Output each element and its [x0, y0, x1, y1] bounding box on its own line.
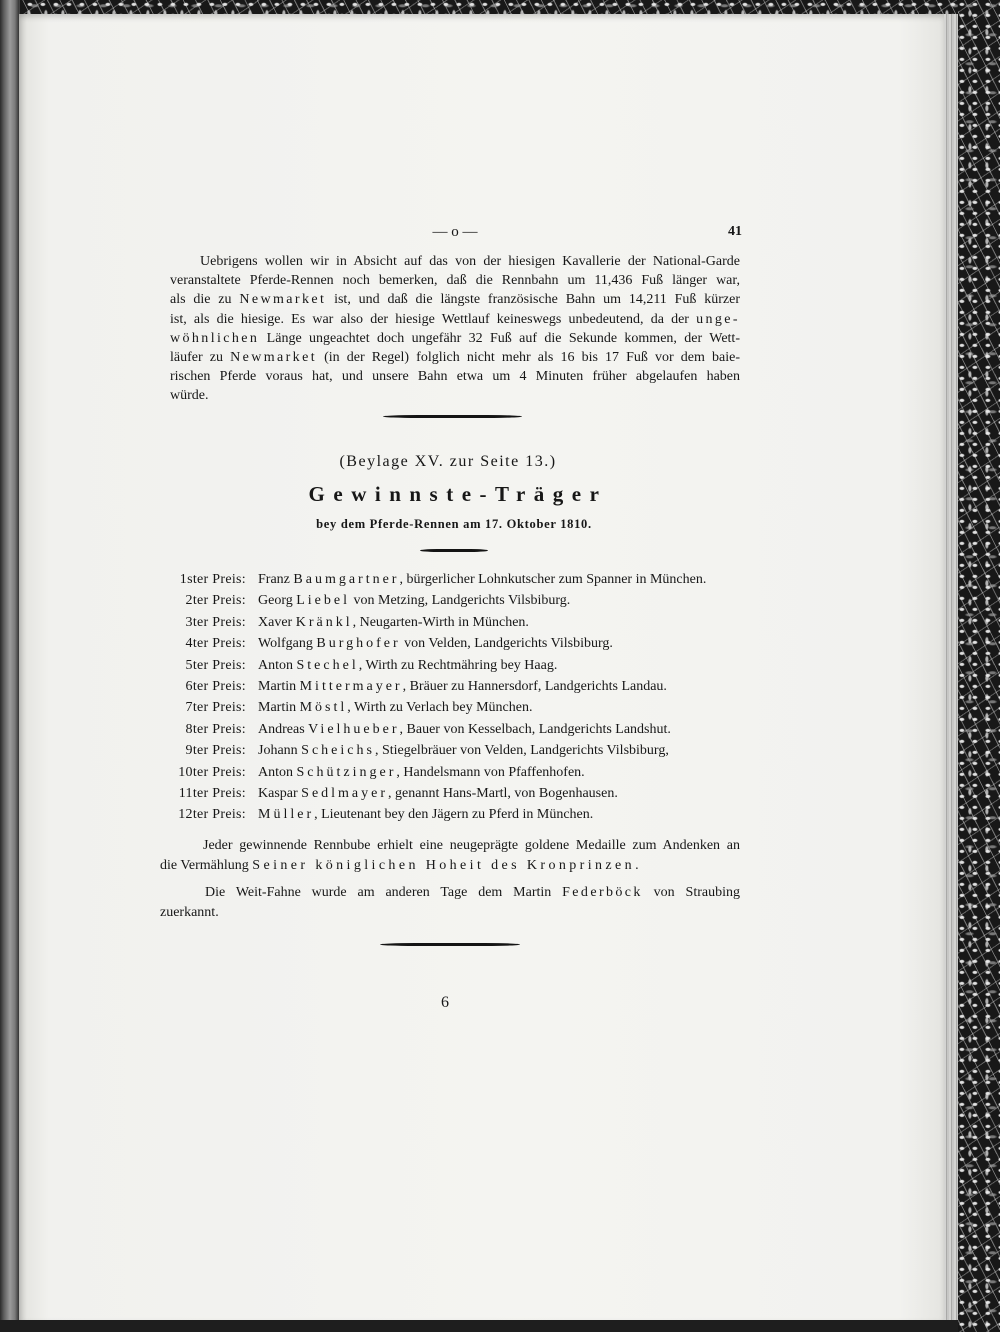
prize-entry [150, 612, 750, 633]
winner-details: , Neugarten-Wirth in München. [352, 614, 529, 630]
prize-label: 5ter Preis: [185, 657, 246, 673]
section-rule [383, 415, 522, 418]
prize-winner [246, 590, 570, 611]
prize-label: 4ter Preis: [185, 636, 246, 652]
winner-details: , Stiegelbräuer von Velden, Landgerichts Vilsbiburg, [374, 743, 669, 759]
line-text: . [635, 858, 639, 873]
winner-surname: Müller [258, 807, 315, 823]
winner-details: von Metzing, Landgerichts Vilsbiburg. [350, 593, 571, 609]
winner-first-name: Anton [258, 657, 297, 673]
spaced-word: unge- [696, 311, 740, 327]
prize-label: 11ter Preis: [178, 785, 246, 801]
winner-surname: Möstl [299, 700, 348, 716]
line-text: (in der Regel) folglich nicht mehr als 16 bis 17 Fuß vor dem baie- [316, 349, 740, 365]
line-text: Uebrigens wollen wir in Absicht auf das von der hiesigen Kavallerie der National-Garde [200, 254, 740, 269]
prize-entry [150, 676, 750, 697]
paragraph-line [160, 836, 740, 856]
prize-entry [150, 719, 750, 740]
line-text: Die Weit-Fahne wurde am anderen Tage dem Martin [205, 885, 563, 900]
winner-first-name: Wolfgang [258, 636, 317, 652]
appendix-heading: (Beylage XV. zur Seite 13.) [339, 453, 557, 470]
winner-surname: Burghofer [316, 636, 401, 652]
section-subtitle: bey dem Pferde-Rennen am 17. Oktober 1810. [316, 517, 592, 531]
paragraph-line [170, 367, 740, 386]
right-marbled-cover-edge [958, 0, 1000, 1332]
spaced-word: wöhnlichen [170, 330, 260, 346]
paragraph-line [170, 348, 740, 367]
winner-first-name: Andreas [258, 721, 309, 737]
line-text: veranstaltete Pferde-Rennen noch bemerken, daß die Rennbahn um 11,436 Fuß länger war, [170, 273, 740, 289]
winner-details: , Wirth zu Rechtmähring bey Haag. [358, 657, 558, 673]
line-text: als die zu [170, 292, 240, 308]
winner-first-name: Johann [258, 743, 302, 759]
winner-first-name: Anton [258, 764, 297, 780]
prize-label: 1ster Preis: [179, 572, 246, 587]
spaced-phrase: Seiner königlichen Hoheit des Kronprinzen [252, 858, 636, 873]
prize-list [150, 569, 750, 826]
prize-label: 3ter Preis: [185, 614, 246, 630]
winner-surname: Liebel [296, 593, 350, 609]
paragraph-line [170, 310, 740, 329]
prize-entry [150, 804, 750, 825]
winner-details: , Lieutenant bey den Jägern zu Pferd in München. [314, 807, 594, 823]
prize-entry [150, 633, 750, 654]
prize-winner [246, 804, 593, 825]
line-text: würde. [170, 388, 209, 404]
winner-first-name: Franz [258, 572, 294, 587]
winner-surname: Schützinger [296, 764, 397, 780]
prize-label: 8ter Preis: [185, 721, 246, 737]
line-text: Jeder gewinnende Rennbube erhielt eine neugeprägte goldene Medaille zum Andenken an [203, 838, 740, 853]
prize-winner [246, 697, 532, 718]
winner-details: , genannt Hans-Martl, von Bogenhausen. [388, 785, 618, 801]
prize-label: 12ter Preis: [178, 807, 246, 823]
prize-winner [246, 612, 529, 633]
winner-first-name: Georg [258, 593, 297, 609]
prize-entry [150, 569, 750, 590]
prize-winner [246, 676, 667, 697]
winner-surname: Baumgartner [293, 572, 400, 587]
flag-paragraph [160, 883, 740, 923]
spaced-word: Federböck [562, 885, 643, 900]
winner-surname: Vielhueber [308, 721, 400, 737]
paragraph-line [170, 386, 740, 405]
paragraph-line [170, 252, 740, 271]
prize-entry [150, 783, 750, 804]
paragraph-line [170, 271, 740, 290]
title-rule [420, 549, 488, 552]
winner-surname: Sedlmayer [301, 785, 389, 801]
medal-paragraph [160, 836, 740, 876]
spaced-word: Newmarket [239, 292, 327, 308]
winner-details: , bürgerlicher Lohnkutscher zum Spanner in München. [399, 572, 707, 587]
paragraph-line [160, 903, 740, 923]
prize-winner [246, 633, 613, 654]
winner-first-name: Martin [258, 700, 300, 716]
winner-details: , Handelsmann von Pfaffenhofen. [396, 764, 585, 780]
line-text: ist, als die hiesige. Es war also der hiesige Wettlauf keineswegs unbedeutend, da der [170, 311, 697, 327]
closing-rule [380, 943, 520, 946]
prize-entry [150, 590, 750, 611]
prize-winner [246, 569, 706, 590]
line-text: von Straubing [642, 885, 740, 900]
signature-mark: 6 [441, 994, 449, 1011]
paragraph-line [170, 329, 740, 348]
prize-label: 7ter Preis: [185, 700, 246, 716]
winner-details: , Bräuer zu Hannersdorf, Landgerichts Landau. [402, 678, 667, 694]
page-number: 41 [728, 224, 742, 239]
winner-first-name: Kaspar [258, 785, 302, 801]
winner-details: , Wirth zu Verlach bey München. [347, 700, 533, 716]
header-ornament: — o — [432, 224, 478, 240]
line-text: ist, und daß die längste französische Bahn um 14,211 Fuß kürzer [326, 292, 740, 308]
prize-winner [246, 719, 671, 740]
prize-winner [246, 655, 557, 676]
winner-surname: Stechel [296, 657, 359, 673]
prize-winner [246, 740, 669, 761]
line-text: läufer zu [170, 349, 231, 365]
paragraph-line [160, 883, 740, 903]
spaced-word: Newmarket [230, 349, 317, 365]
winner-details: von Velden, Landgerichts Vilsbiburg. [400, 636, 613, 652]
prize-label: 2ter Preis: [185, 593, 246, 609]
prize-label: 10ter Preis: [178, 764, 246, 780]
winner-first-name: Xaver [258, 614, 296, 630]
line-text: rischen Pferde voraus hat, und unsere Bahn etwa um 4 Minuten früher abgelaufen haben [170, 369, 740, 385]
prize-label: 9ter Preis: [185, 743, 246, 759]
prize-winner [246, 762, 585, 783]
prize-entry [150, 740, 750, 761]
line-text: die Vermählung [160, 858, 253, 873]
line-text: Länge ungeachtet doch ungefähr 32 Fuß auf die Sekunde kommen, der Wett- [259, 330, 740, 346]
prize-entry [150, 762, 750, 783]
line-text: zuerkannt. [160, 905, 219, 920]
intro-paragraph [170, 252, 740, 406]
paragraph-line [160, 856, 740, 876]
prize-entry [150, 655, 750, 676]
winner-first-name: Martin [258, 678, 300, 694]
winner-details: , Bauer von Kesselbach, Landgerichts Landshut. [399, 721, 671, 737]
prize-winner [246, 783, 618, 804]
winner-surname: Kränkl [295, 614, 353, 630]
section-title: Gewinnste-Träger [308, 482, 608, 506]
winner-surname: Scheichs [301, 743, 375, 759]
bottom-edge [0, 1320, 1000, 1332]
prize-entry [150, 697, 750, 718]
left-binding-edge [0, 0, 20, 1332]
paragraph-line [170, 290, 740, 309]
prize-label: 6ter Preis: [185, 678, 246, 694]
winner-surname: Mittermayer [299, 678, 403, 694]
